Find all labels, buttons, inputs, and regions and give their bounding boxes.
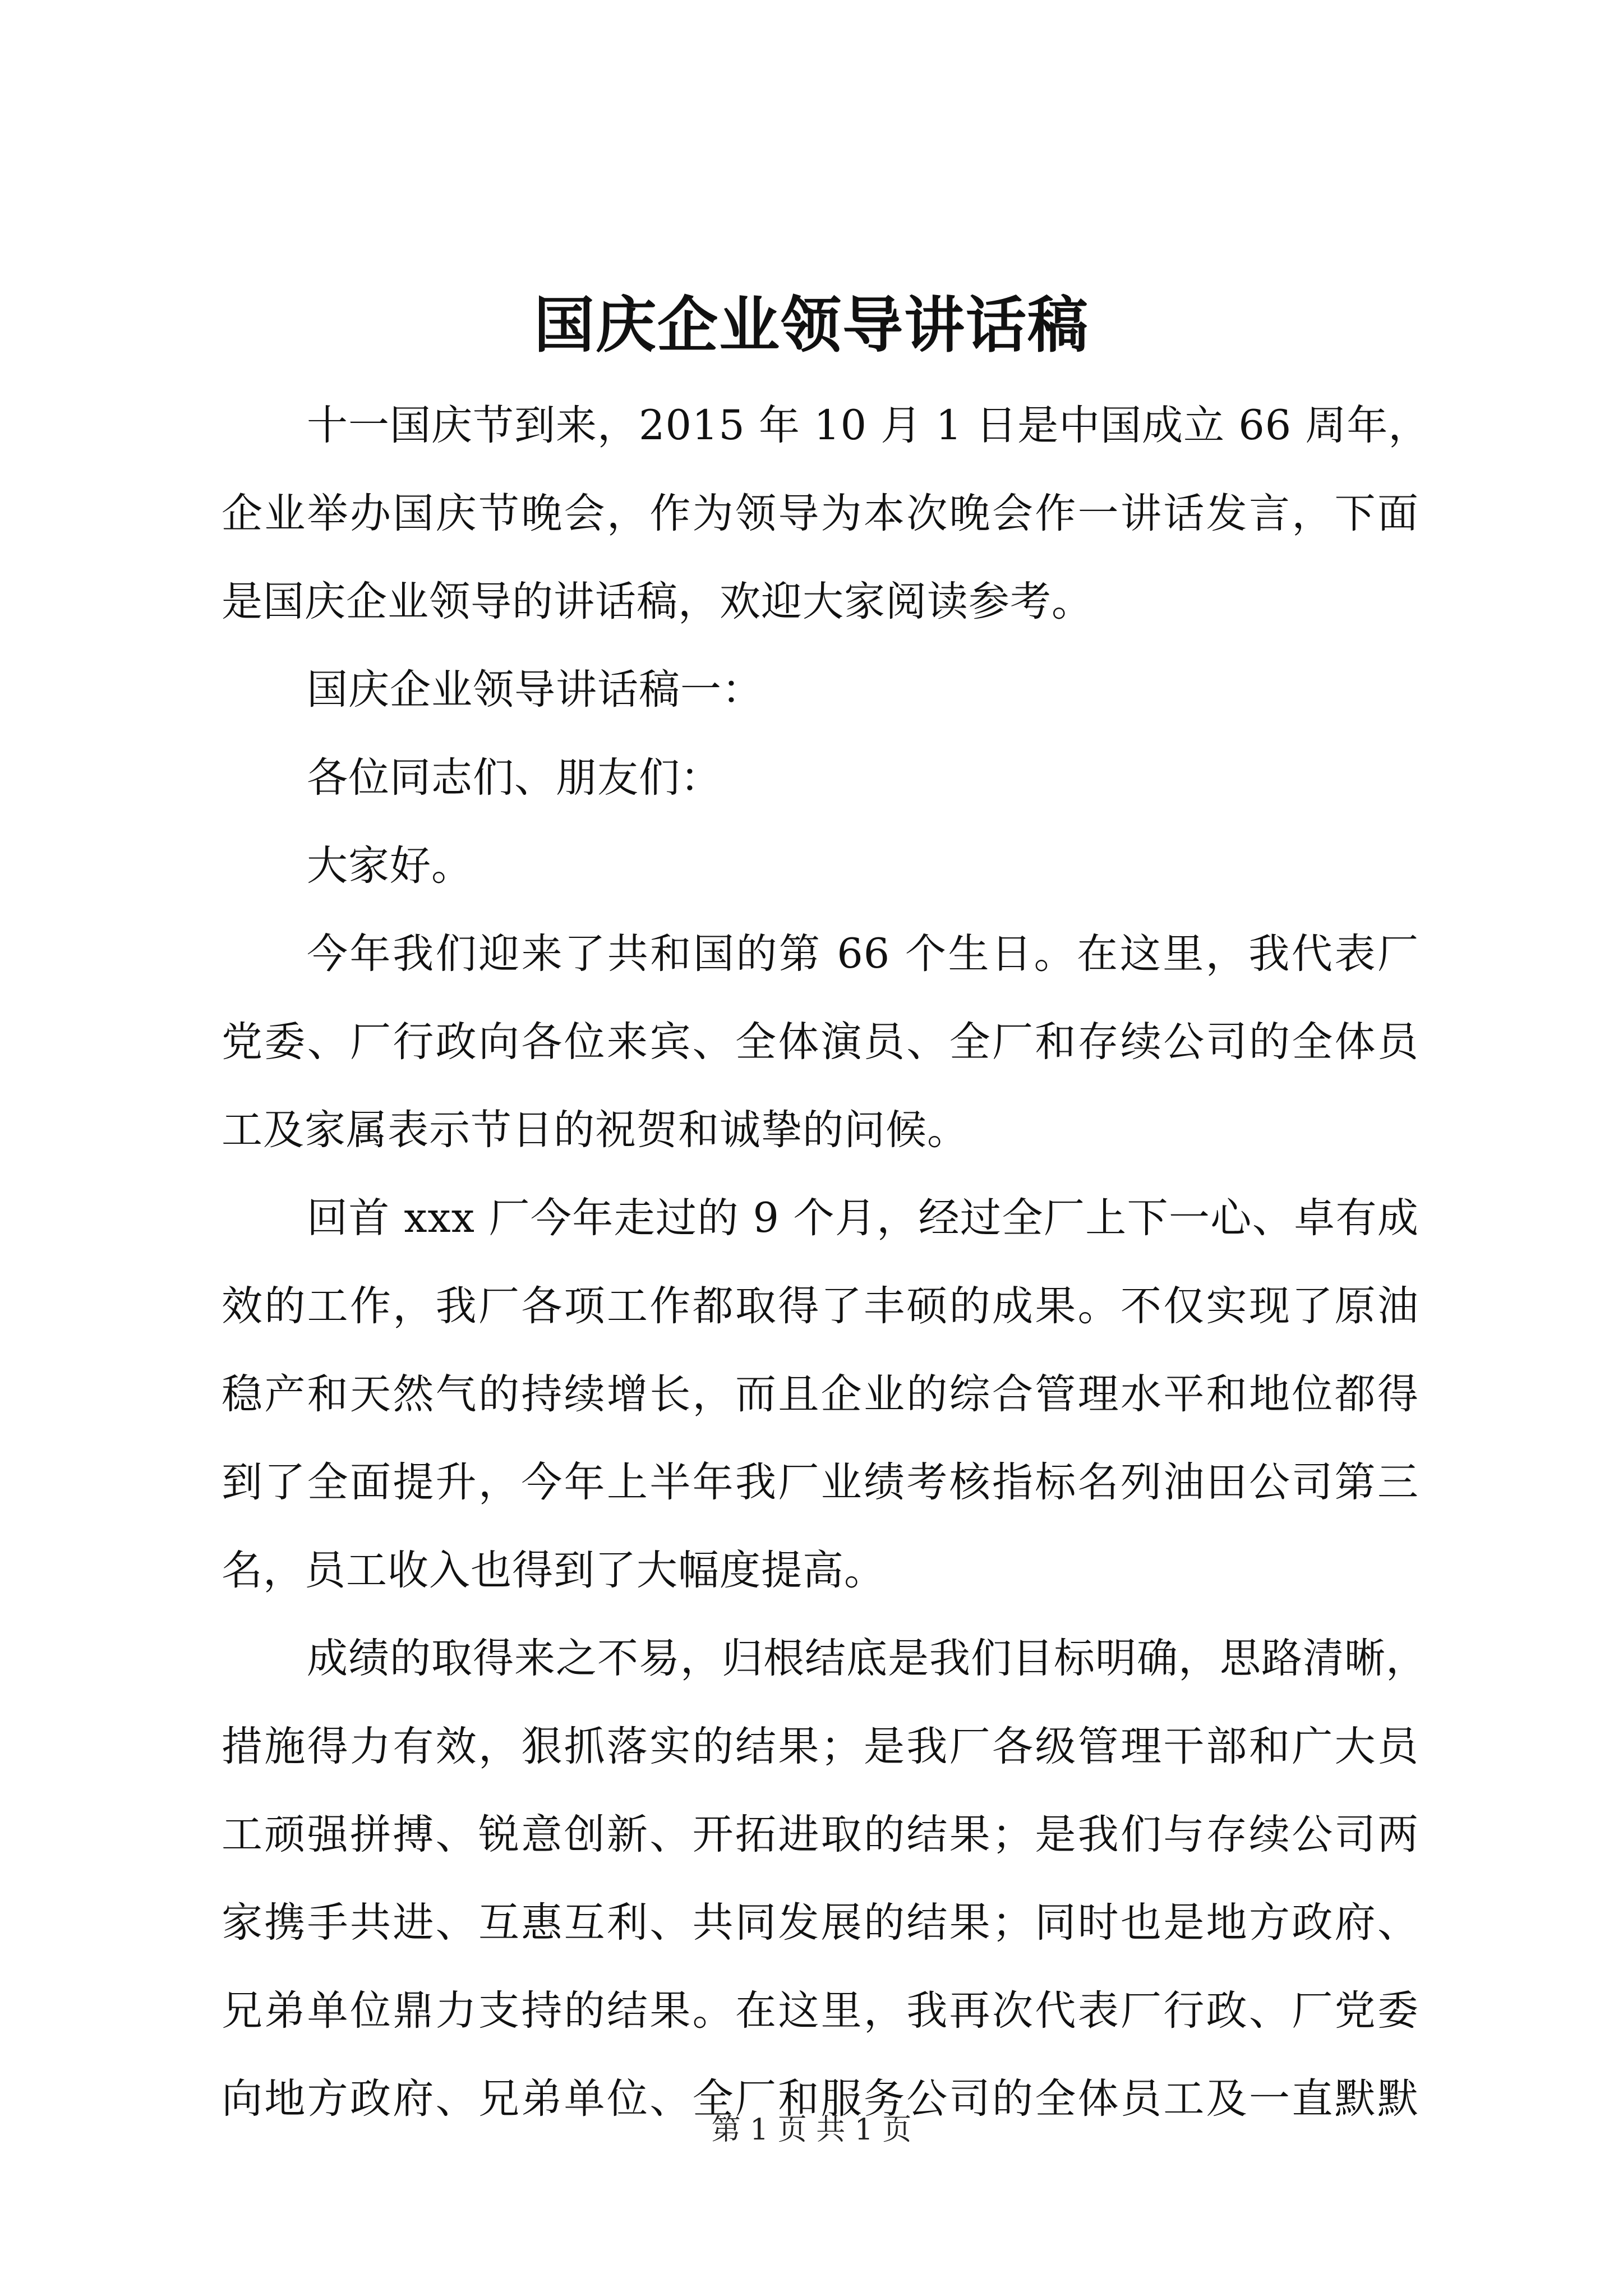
- paragraph-line: 工顽强拼搏、锐意创新、开拓进取的结果；是我们与存续公司两: [222, 1811, 1419, 1858]
- paragraph-line: 稳产和天然气的持续增长，而且企业的综合管理水平和地位都得: [222, 1370, 1419, 1418]
- paragraph-line: 工及家属表示节日的祝贺和诚挚的问候。: [222, 1106, 969, 1154]
- paragraph-line: 企业举办国庆节晚会，作为领导为本次晚会作一讲话发言，下面: [222, 490, 1419, 537]
- paragraph-line: 向地方政府、兄弟单位、全厂和服务公司的全体员工及一直默默: [222, 2075, 1419, 2123]
- paragraph-line: 回首 xxx 厂今年走过的 9 个月，经过全厂上下一心、卓有成: [307, 1194, 1419, 1242]
- paragraph-line: 措施得力有效，狠抓落实的结果；是我厂各级管理干部和广大员: [222, 1723, 1419, 1770]
- paragraph-line: 效的工作，我厂各项工作都取得了丰硕的成果。不仅实现了原油: [222, 1282, 1419, 1330]
- document-title: 国庆企业领导讲话稿: [533, 290, 1089, 361]
- paragraph-line: 成绩的取得来之不易，归根结底是我们目标明确，思路清晰，: [307, 1635, 1427, 1682]
- page-footer: 第 1 页 共 1 页: [711, 2113, 912, 2147]
- document-body: [222, 381, 1430, 2143]
- paragraph-line: 大家好。: [307, 842, 473, 890]
- paragraph-line: 家携手共进、互惠互利、共同发展的结果；同时也是地方政府、: [222, 1899, 1419, 1947]
- paragraph-line: 是国庆企业领导的讲话稿，欢迎大家阅读参考。: [222, 578, 1093, 625]
- paragraph-line: 十一国庆节到来，2015 年 10 月 1 日是中国成立 66 周年，: [307, 402, 1430, 449]
- paragraph-line: 今年我们迎来了共和国的第 66 个生日。在这里，我代表厂: [307, 930, 1419, 978]
- paragraph-line: 兄弟单位鼎力支持的结果。在这里，我再次代表厂行政、厂党委: [222, 1987, 1419, 2035]
- paragraph-line: 各位同志们、朋友们：: [307, 754, 722, 802]
- paragraph-line: 名，员工收入也得到了大幅度提高。: [222, 1547, 886, 1594]
- paragraph-line: 国庆企业领导讲话稿一：: [307, 666, 763, 714]
- paragraph-line: 到了全面提升，今年上半年我厂业绩考核指标名列油田公司第三: [222, 1458, 1419, 1506]
- paragraph-line: 党委、厂行政向各位来宾、全体演员、全厂和存续公司的全体员: [222, 1018, 1419, 1066]
